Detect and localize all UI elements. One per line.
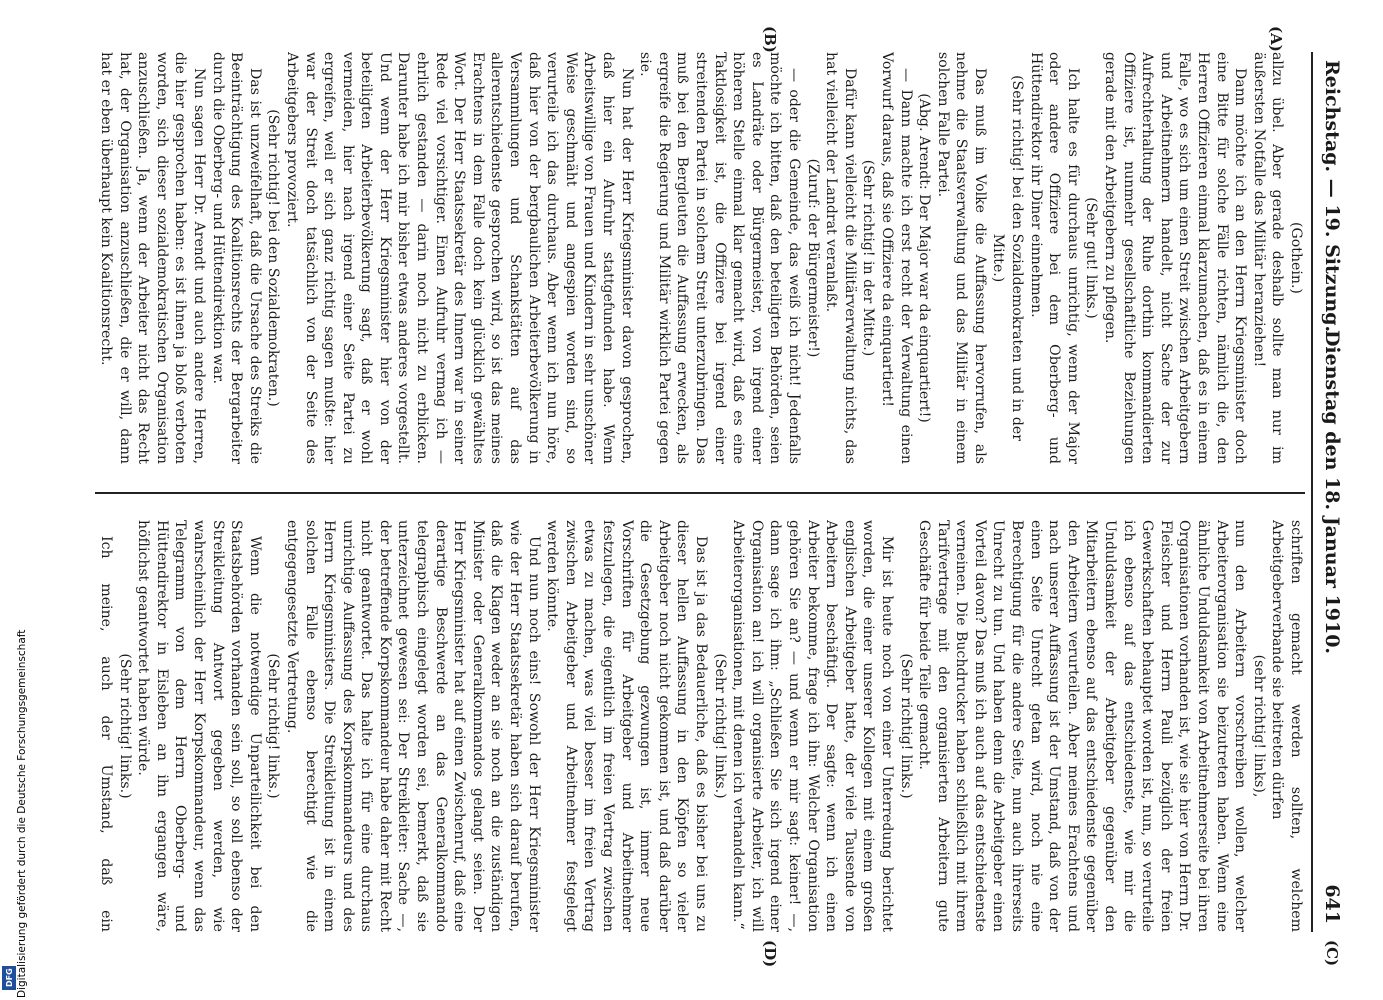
interjection: (Abg. Arendt: Der Major war da einquartiert!) — [916, 93, 933, 423]
rotated-newspaper-page — [45, 26, 1345, 968]
digitization-credit-bar — [0, 0, 28, 1000]
interjection: (Gothein.) — [1288, 222, 1304, 294]
paragraph: Ich meine, auch der Umstand, daß ein — [98, 536, 114, 932]
svg-text:DFG: DFG — [5, 968, 14, 987]
dfg-credit-text: Digitalisierung gefördert durch die Deutsche Forschungsgemeinschaft — [16, 629, 28, 998]
margin-marker-b: (B) — [761, 26, 779, 53]
paragraph: Das ist unzweifelhaft, daß die Ursache des Streiks die Beeinträchtigung des Koalitionsrechts der Bergarbeiter durch die Oberberg- und Hüttendirektion war. — [209, 52, 263, 464]
paragraph: — Dann machte ich erst recht der Verwaltung einen Vorwurf daraus, daß sie Offiziere da einquartiert! — [878, 52, 914, 464]
interjection: (Sehr richtig! links.) — [265, 653, 282, 799]
margin-marker-c: (C) — [1323, 940, 1341, 967]
paragraph-continuation: nun den Arbeitern vorschreiben wollen, welcher Arbeiterorganisation sie beizutreten haben. Wenn eine ähnliche Unduldsamkeit von Arbeitnehmerseite bei ihren Organisationen vorhanden ist, wie sie hier von Herrn Dr. Fleischer und Herrn Pauli bezüglich der freien Gewerkschaften behauptet worden ist, nun, so verurteile ich ebenso auf das entschiedenste, wie mir die Unduldsamkeit der Arbeitgeber gegenüber den Mitarbeitern ebenso auf das entschiedenste gegenüber den Arbeitern verurteilen. Aber meines Erachtens und nach unserer Auffassung ist der Umstand, daß von der einen Seite Unrecht getan wird, noch nie eine Berechtigung für die andere Seite, nun auch ihrerseits Unrecht zu tun. Und haben denn die Arbeitgeber einen Vorteil davon? Das muß ich auch auf das entschiedenste verneinen. Die Buchdrucker haben schließlich mit ihrem Tarifvertrage mit den organisierten Arbeitern gute Geschäfte für beide Teile gemacht. — [916, 520, 1249, 932]
paragraph: Wenn die notwendige Unparteilichkeit bei den Staatsbehörden vorhanden sein soll, so soll ebenso der Streikleitung Antwort gegeben werden, wie wahrscheinlich der Herr Korpskommandeur, wenn das Telegramm von dem Herrn Oberberg- und Hüttendirektor in Eisleben an ihn ergangen wäre, höflichst geantwortet haben würde. — [135, 520, 263, 932]
paragraph: Ich halte es für durchaus unrichtig, wenn der Major oder andere Offiziere bei dem Oberberg- und Hüttendirektor ihr Diner einnehmen. — [1027, 52, 1081, 464]
interjection: (Sehr richtig! bei den Sozialdemokraten.) — [265, 109, 282, 407]
interjection: (Sehr richtig! bei den Sozialdemokraten und in der Mitte.) — [990, 75, 1026, 441]
paragraph-continuation: allzu übel. Aber gerade deshalb sollte man nur im äußersten Notfalle das Militär heranziehen! — [1250, 52, 1286, 464]
paragraph: Nun hat der Herr Kriegsminister davon gesprochen, daß hier ein Aufruhr stattgefunden habe. Wenn Arbeitswillige von Frauen und Kindern in sehr unschöner Weise geschmäht und angespien worden sind, so verurteile ich das durchaus. Aber wenn ich nun höre, daß hier von der bergbaulichen Arbeiterbevölkerung in Versammlungen und Schankstätten auf das allerentschiedenste gesprochen wird, so ist das meines Erachtens in dem Falle doch kein glücklich gewähltes Wort. Der Herr Staatssekretär des Innern war in seiner Rede viel vorsichtiger. Einen Aufruhr vermag ich — ehrlich gestanden — darin noch nicht zu erblicken. Darunter habe ich mir bisher etwas anderes vorgestellt. Und wenn der Herr Kriegsminister hier von der beteiligten Arbeiterbevölkerung sagt, daß er wohl vermeiden, hier nach irgend einer Seite Partei zu ergreifen, weil er sich ganz richtig sagen mußte: hier war der Streit doch tatsächlich von der Seite des Arbeitgebers provoziert. — [283, 52, 635, 464]
page-number: 641 — [1321, 884, 1343, 924]
interjection: (Sehr richtig! links.) — [711, 653, 728, 799]
dfg-logo-icon — [2, 966, 16, 990]
interjection: (Sehr richtig! links.) — [897, 653, 914, 799]
paragraph: Dann möchte ich an den Herrn Kriegsminister doch eine Bitte für solche Fälle richten, nämlich die, den Herren Offizieren einmal klarzumachen, daß es in einem Falle, wo es sich um einen Streit zwischen Arbeitgebern und Arbeitnehmern handelt, nicht Sache der zur Aufrechterhaltung der Ruhe dorthin kommandierten Offiziere ist, nunmehr gesellschaftliche Beziehungen gerade mit den Arbeitgebern zu pflegen. — [1102, 52, 1249, 464]
session-date: Dienstag den 18. Januar 1910. — [1321, 329, 1343, 655]
paragraph: Dafür kann vielleicht die Militärverwaltung nichts, das hat vielleicht der Landrat veranlaßt. — [823, 52, 858, 464]
text-column-right — [95, 520, 1305, 932]
paragraph: Nun sagen Herr Dr. Arendt und auch andere Herren, die hier gesprochen haben: es ist ihnen ja bloß verboten worden, sich dieser sozialdemokratischen Organisation anzuschließen. Ja, wenn der Arbeiter nicht das Recht hat, der Organisation anzuschließen, die er will, dann hat er eben überhaupt kein Koalitionsrecht. — [98, 52, 207, 464]
paragraph: Das ist ja das Bedauerliche, daß es bisher bei uns zu dieser hellen Auffassung in den Köpfen so vieler Arbeitgeber noch nicht gekommen ist, und daß darüber die Gesetzgebung gezwungen ist, immer neue Vorschriften für Arbeitgeber und Arbeitnehmer festzulegen, die eigentlich im freien Vertrag zwischen etwas zu machen, was viel besser im freien Vertrag zwischen Arbeitgeber und Arbeitnehmer festgelegt werden könnte. — [544, 520, 709, 932]
margin-marker-d: (D) — [761, 940, 779, 968]
text-column-left — [95, 52, 1305, 464]
paragraph-continuation: schriften gemacht werden sollten, welchem Arbeitgeberverbande sie beitreten dürfen — [1269, 520, 1304, 932]
interjection: (Sehr richtig! in der Mitte.) — [860, 159, 877, 357]
page-header — [1315, 52, 1345, 932]
margin-marker-a: (A) — [1267, 26, 1285, 52]
interjection: (Zuruf: der Bürgermeister!) — [804, 158, 821, 358]
session-label: Reichstag. — 19. Sitzung. — [1321, 60, 1343, 333]
header-rule — [1311, 52, 1313, 932]
paragraph: Mir ist heute noch von einer Unterredung berichtet worden, die einer unserer Kollegen mit einem großen englischen Arbeitgeber hatte, der viele Tausende von Arbeitern beschäftigt. Der sagte: wenn ich einen Arbeiter bekomme, frage ich ihn: Welcher Organisation gehören Sie an? — und wenn er mir sagt: keiner! —, dann sage ich ihm: „Schließen Sie sich irgend einer Organisation an! ich will organisierte Arbeiter, ich will Arbeiterorganisationen, mit denen ich verhandeln kann.“ — [730, 520, 895, 932]
column-divider — [95, 492, 1305, 494]
paragraph: Das muß im Volke die Auffassung hervorrufen, als nehme die Staatsverwaltung und das Militär in einem solchen Falle Partei. — [934, 52, 988, 464]
interjection: (sehr richtig! links), — [1250, 654, 1267, 798]
paragraph: Und nun noch eins! Sowohl der Herr Kriegsminister wie der Herr Staatssekretär haben sich darauf berufen, daß die Klagen weder an sie noch an die zuständigen Minister oder Generalkommandos gelangt seien. Der Herr Kriegsminister hat auf einen Zwischenruf, daß eine derartige Beschwerde an das Generalkommando telegraphisch eingelegt worden sei, bemerkt, daß sie unterzeichnet gewesen sei: Der Streikleiter: Sache —, der betreffende Korpskommandeur habe daher mit Recht nicht geantwortet. Das halte ich für eine durchaus unrichtige Auffassung des Korpskommandeurs und des Herrn Kriegsministers. Die Streikleitung ist in einem solchen Falle ebenso berechtigt wie die entgegengesetzte Vertretung. — [283, 520, 542, 932]
interjection: (Sehr gut! links.) — [1083, 197, 1100, 319]
paragraph: — oder die Gemeinde, das weiß ich nicht! Jedenfalls möchte ich bitten, daß den beteiligten Behörden, seien es Landräte oder Bürgermeister, von irgend einer höheren Stelle einmal klar gemacht wird, daß es eine Taktlosigkeit ist, die Offiziere bei irgend einer streitenden Partei in solchem Streit unterzubringen. Das muß bei den Bergleuten die Auffassung erwecken, als ergreife die Regierung und Militär wirklich Partei gegen sie. — [637, 52, 802, 464]
interjection: (Sehr richtig! links.) — [116, 653, 133, 799]
